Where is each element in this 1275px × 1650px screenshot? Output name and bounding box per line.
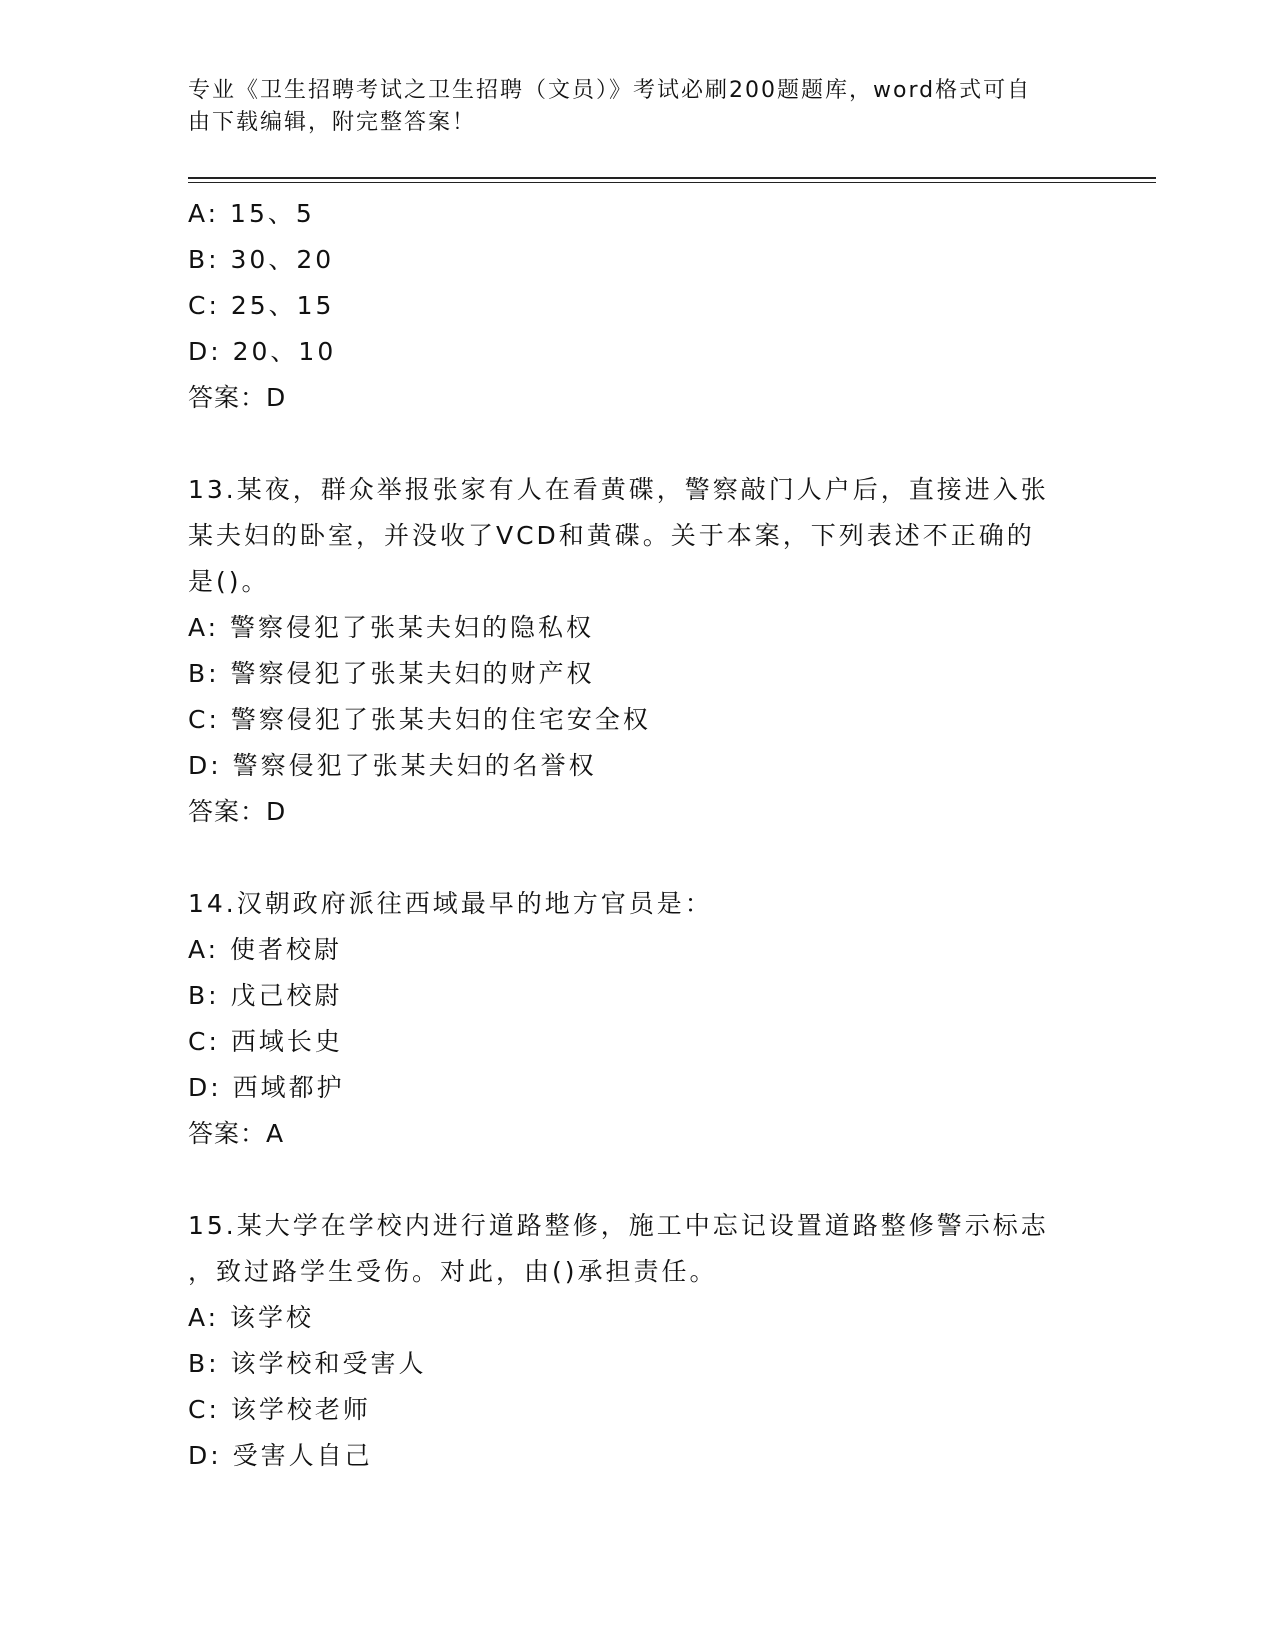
question-text-line: 某夫妇的卧室，并没收了VCD和黄碟。关于本案，下列表述不正确的: [188, 521, 1035, 550]
answer-line: 答案：D: [188, 797, 287, 826]
option-b: B: 警察侵犯了张某夫妇的财产权: [188, 659, 595, 688]
option-b: B: 戊己校尉: [188, 981, 343, 1010]
option-a: A: 15、5: [188, 199, 315, 228]
answer-line: 答案：D: [188, 383, 287, 412]
spacer: [188, 1157, 1088, 1203]
option-d: D: 警察侵犯了张某夫妇的名誉权: [188, 751, 597, 780]
option-d: D: 受害人自己: [188, 1441, 373, 1470]
question-13: [188, 467, 1088, 835]
question-text-line: 14.汉朝政府派往西域最早的地方官员是：: [188, 889, 713, 918]
option-c: C: 25、15: [188, 291, 335, 320]
question-list: [188, 191, 1088, 1479]
header-rule-thick: [188, 177, 1156, 179]
option-a: A: 该学校: [188, 1303, 315, 1332]
question-text-line: 是()。: [188, 567, 270, 596]
document-header: [188, 75, 1068, 139]
option-c: C: 西域长史: [188, 1027, 343, 1056]
option-d: D: 20、10: [188, 337, 337, 366]
option-b: B: 该学校和受害人: [188, 1349, 427, 1378]
option-a: A: 使者校尉: [188, 935, 343, 964]
spacer: [188, 421, 1088, 467]
question-15: [188, 1203, 1088, 1479]
question-12: [188, 191, 1088, 421]
header-title-line-1: 专业《卫生招聘考试之卫生招聘（文员）》考试必刷200题题库，word格式可自: [188, 78, 1032, 103]
header-title-line-2: 由下载编辑，附完整答案！: [188, 110, 477, 135]
question-text-line: 15.某大学在学校内进行道路整修，施工中忘记设置道路整修警示标志: [188, 1211, 1049, 1240]
option-c: C: 警察侵犯了张某夫妇的住宅安全权: [188, 705, 651, 734]
option-d: D: 西域都护: [188, 1073, 345, 1102]
option-c: C: 该学校老师: [188, 1395, 371, 1424]
option-b: B: 30、20: [188, 245, 335, 274]
header-rule-thin: [188, 182, 1156, 183]
option-a: A: 警察侵犯了张某夫妇的隐私权: [188, 613, 595, 642]
question-text-line: 13.某夜，群众举报张家有人在看黄碟，警察敲门人户后，直接进入张: [188, 475, 1049, 504]
question-text-line: ，致过路学生受伤。对此，由()承担责任。: [188, 1257, 718, 1286]
answer-line: 答案：A: [188, 1119, 285, 1148]
question-14: [188, 881, 1088, 1157]
spacer: [188, 835, 1088, 881]
